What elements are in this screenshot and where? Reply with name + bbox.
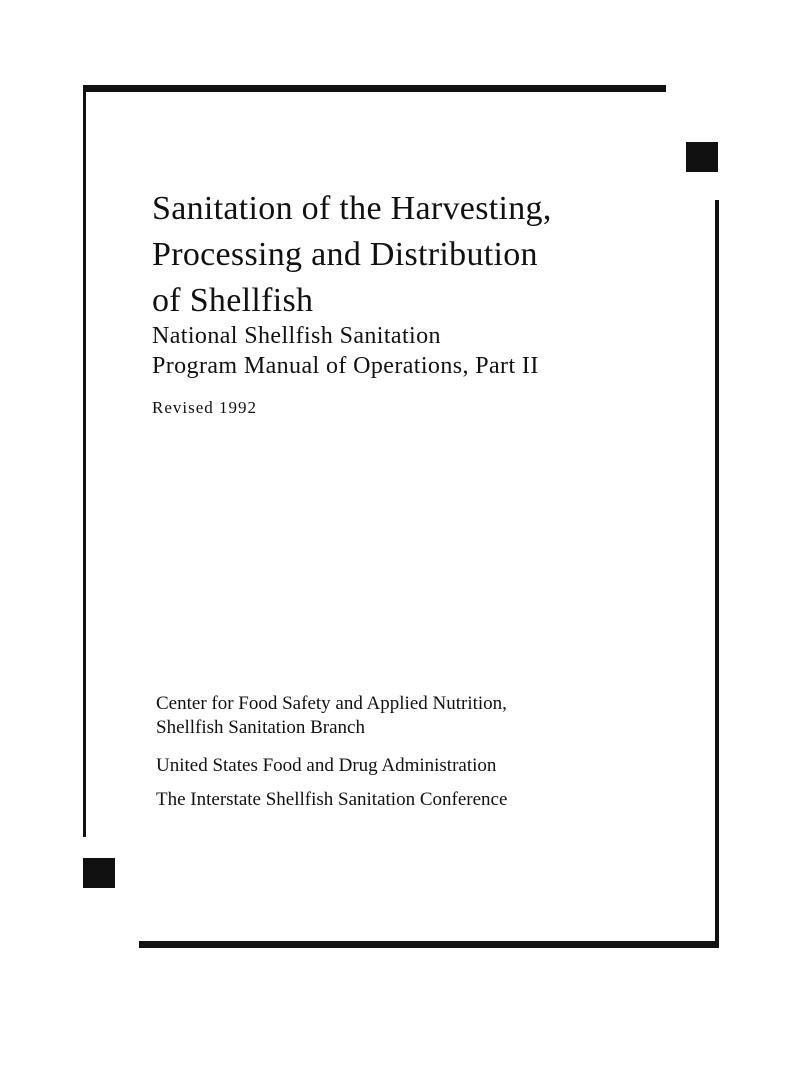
publisher-issc: The Interstate Shellfish Sanitation Conference <box>156 789 508 810</box>
revision-note: Revised 1992 <box>152 398 258 417</box>
frame-bottom-rule <box>139 941 719 948</box>
publisher-fda: United States Food and Drug Administration <box>156 755 497 776</box>
publisher-block <box>156 692 676 812</box>
document-subtitle <box>152 321 692 381</box>
subtitle-line: National Shellfish Sanitation <box>152 323 441 349</box>
title-line: Processing and Distribution <box>152 236 538 273</box>
subtitle-line: Program Manual of Operations, Part II <box>152 353 539 379</box>
frame-right-rule <box>715 200 719 948</box>
frame-left-rule <box>83 85 86 837</box>
frame-top-rule <box>83 85 666 92</box>
corner-square-bottom-left <box>83 858 115 888</box>
title-line: Sanitation of the Harvesting, <box>152 190 552 227</box>
document-title <box>152 186 692 324</box>
publisher-cfsan: Center for Food Safety and Applied Nutrition, <box>156 693 507 714</box>
publisher-cfsan-branch: Shellfish Sanitation Branch <box>156 717 365 738</box>
corner-square-top-right <box>686 142 718 172</box>
title-line: of Shellfish <box>152 282 314 319</box>
